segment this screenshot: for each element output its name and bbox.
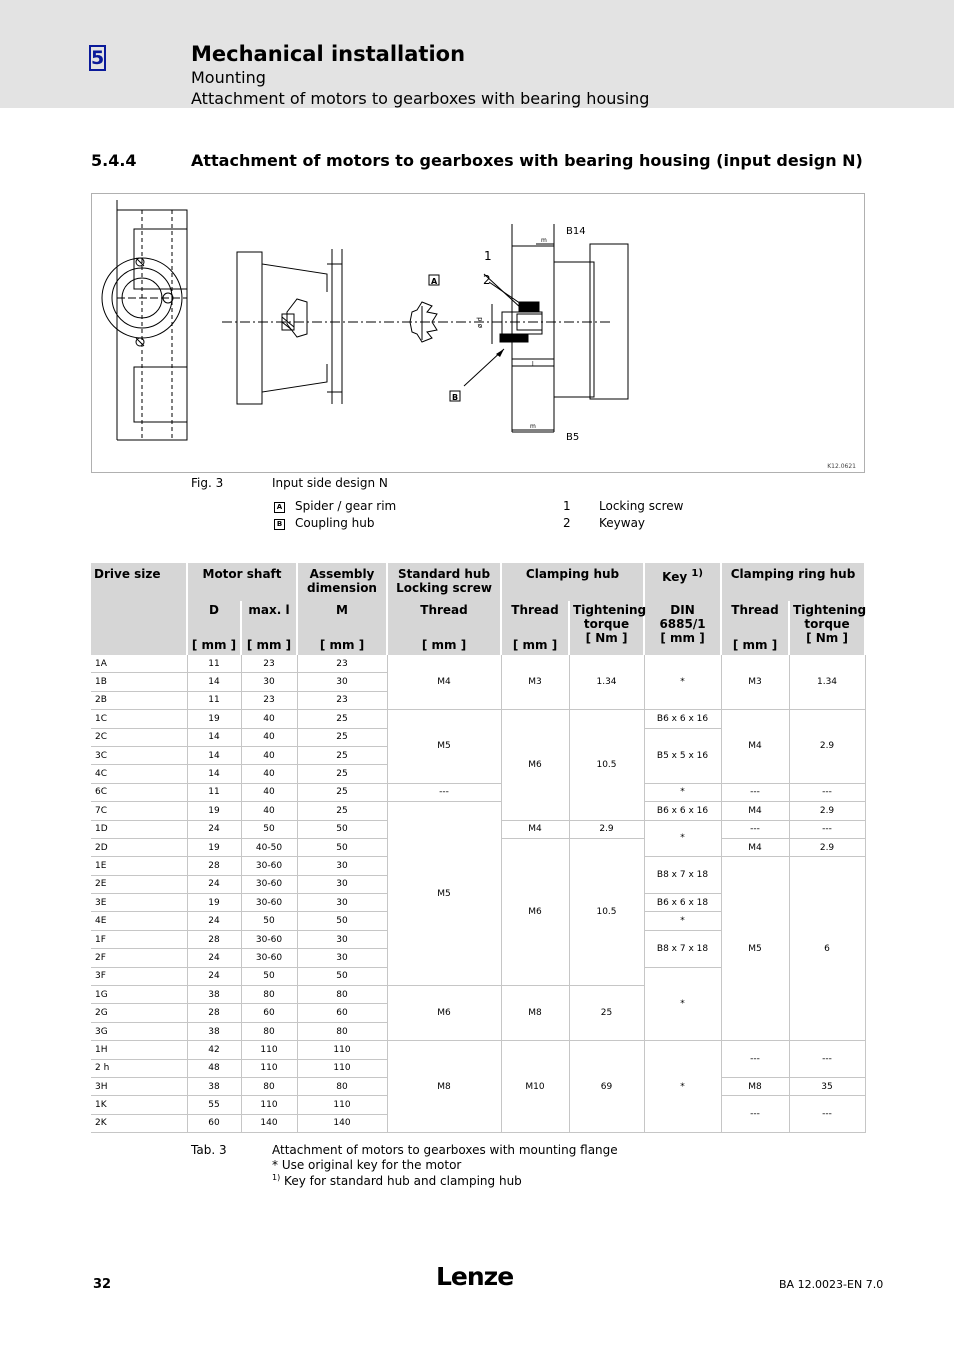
table-cell: 24 — [187, 949, 241, 967]
th-key: Key $^{1)}$ — [644, 563, 721, 601]
table-cell: 14 — [187, 673, 241, 691]
table-cell: 48 — [187, 1059, 241, 1077]
table-cell: * — [644, 655, 721, 710]
table-cell: 3E — [91, 894, 187, 912]
chapter-subtitle-mounting: Mounting — [191, 68, 266, 87]
technical-drawing — [91, 193, 865, 473]
table-cell: M6 — [501, 710, 569, 820]
table-cell: 4E — [91, 912, 187, 930]
table-cell: 40 — [241, 765, 297, 783]
table-cell: B5 x 5 x 16 — [644, 728, 721, 783]
figure-caption: Input side design N — [272, 476, 388, 490]
table-cell: M5 — [387, 802, 501, 986]
table-cell: 50 — [297, 967, 387, 985]
table-cell: 38 — [187, 1077, 241, 1095]
label-2: 2 — [483, 273, 491, 287]
specification-table — [91, 563, 866, 1133]
table-cell: M5 — [387, 710, 501, 784]
th-clamping-ring-hub: Clamping ring hub — [721, 563, 865, 601]
table-cell: --- — [721, 820, 789, 838]
table-cell: 38 — [187, 986, 241, 1004]
th-motor-shaft: Motor shaft — [187, 563, 297, 601]
table-cell: M5 — [721, 857, 789, 1041]
chapter-number: 5 — [91, 47, 105, 69]
chapter-title: Mechanical installation — [191, 42, 466, 66]
th-ch-torque: Tightening torque [ Nm ] — [569, 601, 644, 655]
table-cell: 30-60 — [241, 930, 297, 948]
table-cell: 30 — [297, 949, 387, 967]
legend-item-2 — [563, 516, 645, 530]
table-cell: 80 — [241, 1077, 297, 1095]
table-cell: 30 — [297, 673, 387, 691]
table-cell: 69 — [569, 1041, 644, 1133]
table-cell: 1K — [91, 1096, 187, 1114]
table-cell: 30 — [297, 930, 387, 948]
table-cell: 40 — [241, 710, 297, 728]
table-cell: 14 — [187, 746, 241, 764]
table-cell: 24 — [187, 875, 241, 893]
table-cell: M4 — [501, 820, 569, 838]
table-cell: 6C — [91, 783, 187, 801]
table-cell: 30 — [297, 857, 387, 875]
section-number: 5.4.4 — [91, 151, 137, 170]
table-row — [91, 1041, 865, 1059]
figure-label: Fig. 3 — [191, 476, 224, 490]
table-cell: 140 — [297, 1114, 387, 1132]
table-cell: --- — [789, 1041, 865, 1078]
table-cell: 50 — [297, 820, 387, 838]
table-cell: M3 — [501, 655, 569, 710]
table-cell: 30-60 — [241, 949, 297, 967]
table-cell: M4 — [721, 710, 789, 784]
th-unit-std: [ mm ] — [387, 635, 501, 655]
table-cell: 60 — [241, 1004, 297, 1022]
table-cell: M6 — [387, 986, 501, 1041]
table-cell: 28 — [187, 857, 241, 875]
label-l: l — [532, 361, 534, 368]
legend-key-2: 2 — [563, 516, 571, 530]
table-cell: 14 — [187, 765, 241, 783]
table-cell: 1D — [91, 820, 187, 838]
table-cell: 110 — [241, 1096, 297, 1114]
table-cell: 40-50 — [241, 838, 297, 856]
table-cell: 1H — [91, 1041, 187, 1059]
table-row — [91, 802, 865, 820]
table-note-key-footnote: $^{1)}$ Key for standard hub and clamping hub — [272, 1173, 522, 1188]
th-standard-hub: Standard hub Locking screw — [387, 563, 501, 601]
table-cell: 1C — [91, 710, 187, 728]
document-code: BA 12.0023-EN 7.0 — [779, 1278, 884, 1291]
table-cell: 2G — [91, 1004, 187, 1022]
label-1: 1 — [484, 249, 492, 263]
table-cell: 25 — [297, 783, 387, 801]
table-cell: 2.9 — [789, 838, 865, 856]
label-m-bottom: m — [530, 423, 536, 430]
table-cell: 2.9 — [789, 710, 865, 784]
table-cell: 110 — [297, 1059, 387, 1077]
table-cell: B6 x 6 x 18 — [644, 894, 721, 912]
legend-text-2: Keyway — [599, 516, 646, 530]
table-cell: 50 — [241, 912, 297, 930]
table-cell: 28 — [187, 930, 241, 948]
table-cell: M3 — [721, 655, 789, 710]
table-row — [91, 710, 865, 728]
legend-item-a — [274, 499, 396, 513]
th-cr-torque: Tightening torque [ Nm ] — [789, 601, 865, 655]
table-cell: * — [644, 912, 721, 930]
table-cell: M6 — [501, 838, 569, 985]
drawing-svg — [92, 194, 864, 472]
table-cell: 24 — [187, 820, 241, 838]
table-cell: --- — [721, 1096, 789, 1133]
motor-flange — [512, 224, 628, 432]
table-cell: B6 x 6 x 16 — [644, 710, 721, 728]
table-cell: 30-60 — [241, 875, 297, 893]
table-cell: 1F — [91, 930, 187, 948]
table-cell: 2F — [91, 949, 187, 967]
label-b5: B5 — [566, 432, 580, 443]
table-cell: 14 — [187, 728, 241, 746]
table-cell: 2D — [91, 838, 187, 856]
legend-key-b: B — [274, 519, 285, 530]
label-b14: B14 — [566, 226, 586, 237]
table-cell: 23 — [297, 691, 387, 709]
table-cell: B8 x 7 x 18 — [644, 930, 721, 967]
table-cell: 35 — [789, 1077, 865, 1095]
table-cell: 80 — [297, 1022, 387, 1040]
th-unit-d: [ mm ] — [187, 635, 241, 655]
table-cell: 80 — [241, 1022, 297, 1040]
table-cell: * — [644, 967, 721, 1041]
table-cell: 50 — [241, 820, 297, 838]
th-std-thread: Thread — [387, 601, 501, 635]
table-cell: 2.9 — [569, 820, 644, 838]
table-caption: Attachment of motors to gearboxes with mounting flange — [272, 1143, 618, 1157]
table-cell: 25 — [297, 802, 387, 820]
table-cell: 40 — [241, 728, 297, 746]
th-drive-size: Drive size — [91, 563, 187, 655]
gearbox-housing — [102, 200, 187, 440]
table-cell: --- — [789, 1096, 865, 1133]
table-cell: 1E — [91, 857, 187, 875]
table-cell: 11 — [187, 691, 241, 709]
table-cell: 60 — [187, 1114, 241, 1132]
bearing-housing — [237, 249, 342, 404]
table-cell: 24 — [187, 912, 241, 930]
table-cell: 19 — [187, 894, 241, 912]
table-cell: 55 — [187, 1096, 241, 1114]
table-cell: 7C — [91, 802, 187, 820]
table-cell: 1.34 — [789, 655, 865, 710]
coupling-hub — [484, 274, 542, 342]
table-cell: 23 — [297, 655, 387, 673]
table-cell: M4 — [387, 655, 501, 710]
table-cell: 6 — [789, 857, 865, 1041]
th-assembly-dimension: Assembly dimension — [297, 563, 387, 601]
table-cell: * — [644, 1041, 721, 1133]
table-cell: 50 — [241, 967, 297, 985]
table-cell: 1B — [91, 673, 187, 691]
th-unit-cr: [ mm ] — [721, 635, 789, 655]
table-cell: 80 — [297, 1077, 387, 1095]
table-cell: 10.5 — [569, 838, 644, 985]
callout-a: A — [431, 277, 438, 286]
th-ch-thread: Thread — [501, 601, 569, 635]
table-cell: 2E — [91, 875, 187, 893]
table-cell: 19 — [187, 802, 241, 820]
table-cell: 28 — [187, 1004, 241, 1022]
table-cell: 110 — [241, 1041, 297, 1059]
table-cell: * — [644, 783, 721, 801]
table-cell: 30 — [297, 875, 387, 893]
table-cell: 25 — [297, 765, 387, 783]
table-cell: M8 — [501, 986, 569, 1041]
th-clamping-hub: Clamping hub — [501, 563, 644, 601]
table-cell: 110 — [297, 1096, 387, 1114]
th-max-l: max. l — [241, 601, 297, 635]
table-cell: 30 — [241, 673, 297, 691]
table-cell: 19 — [187, 838, 241, 856]
table-cell: 2K — [91, 1114, 187, 1132]
chapter-subtitle-attachment: Attachment of motors to gearboxes with bearing housing — [191, 89, 650, 108]
table-cell: --- — [721, 1041, 789, 1078]
table-cell: 42 — [187, 1041, 241, 1059]
figure-code: K12.0621 — [827, 463, 856, 470]
table-cell: 80 — [297, 986, 387, 1004]
table-cell: 3C — [91, 746, 187, 764]
table-cell: 1.34 — [569, 655, 644, 710]
table-cell: 25 — [297, 728, 387, 746]
table-cell: 25 — [297, 746, 387, 764]
table-cell: 30-60 — [241, 894, 297, 912]
table-cell: 50 — [297, 912, 387, 930]
table-cell: 50 — [297, 838, 387, 856]
table-cell: 3H — [91, 1077, 187, 1095]
table-cell: 3F — [91, 967, 187, 985]
table-note-original-key: * Use original key for the motor — [272, 1158, 462, 1172]
label-d: ø d — [476, 317, 484, 328]
table-cell: M4 — [721, 838, 789, 856]
legend-text-1: Locking screw — [599, 499, 684, 513]
table-cell: 25 — [569, 986, 644, 1041]
table-cell: B8 x 7 x 18 — [644, 857, 721, 894]
table-cell: 11 — [187, 655, 241, 673]
table-cell: M4 — [721, 802, 789, 820]
lenze-logo: Lenze — [436, 1262, 514, 1291]
legend-key-1: 1 — [563, 499, 571, 513]
table-cell: 10.5 — [569, 710, 644, 820]
table-cell: --- — [387, 783, 501, 801]
section-title: Attachment of motors to gearboxes with bearing housing (input design N) — [191, 151, 863, 170]
table-cell: 110 — [297, 1041, 387, 1059]
th-m: M — [297, 601, 387, 635]
table-cell: 23 — [241, 691, 297, 709]
table-cell: M10 — [501, 1041, 569, 1133]
table-cell: 1A — [91, 655, 187, 673]
table-cell: 2 h — [91, 1059, 187, 1077]
table-cell: M8 — [387, 1041, 501, 1133]
table-cell: 80 — [241, 986, 297, 1004]
table-row — [91, 655, 865, 673]
th-din: DIN 6885/1 [ mm ] — [644, 601, 721, 655]
table-row — [91, 783, 865, 801]
legend-text-a: Spider / gear rim — [295, 499, 397, 513]
th-unit-m: [ mm ] — [297, 635, 387, 655]
table-cell: 30-60 — [241, 857, 297, 875]
table-cell: --- — [789, 820, 865, 838]
label-m-top: m — [541, 237, 547, 244]
table-cell: 23 — [241, 655, 297, 673]
th-unit-l: [ mm ] — [241, 635, 297, 655]
table-cell: 2C — [91, 728, 187, 746]
table-cell: 30 — [297, 894, 387, 912]
table-cell: 40 — [241, 802, 297, 820]
page-number: 32 — [93, 1277, 112, 1292]
legend-text-b: Coupling hub — [295, 516, 375, 530]
th-cr-thread: Thread — [721, 601, 789, 635]
legend-key-a: A — [274, 502, 285, 513]
table-cell: M8 — [721, 1077, 789, 1095]
table-cell: 38 — [187, 1022, 241, 1040]
table-cell: 40 — [241, 746, 297, 764]
table-cell: 4C — [91, 765, 187, 783]
table-cell: 60 — [297, 1004, 387, 1022]
table-cell: 1G — [91, 986, 187, 1004]
table-cell: 25 — [297, 710, 387, 728]
table-cell: 24 — [187, 967, 241, 985]
th-d: D — [187, 601, 241, 635]
table-cell: 11 — [187, 783, 241, 801]
table-label: Tab. 3 — [191, 1143, 227, 1157]
table-cell: 19 — [187, 710, 241, 728]
th-unit-ch: [ mm ] — [501, 635, 569, 655]
table-cell: --- — [721, 783, 789, 801]
table-cell: --- — [789, 783, 865, 801]
table-cell: 140 — [241, 1114, 297, 1132]
legend-item-b — [274, 516, 374, 530]
legend-item-1 — [563, 499, 683, 513]
table-cell: 40 — [241, 783, 297, 801]
table-cell: * — [644, 820, 721, 857]
callout-b: B — [452, 393, 459, 402]
table-cell: B6 x 6 x 16 — [644, 802, 721, 820]
table-cell: 110 — [241, 1059, 297, 1077]
table-cell: 2B — [91, 691, 187, 709]
table-cell: 2.9 — [789, 802, 865, 820]
table-cell: 3G — [91, 1022, 187, 1040]
